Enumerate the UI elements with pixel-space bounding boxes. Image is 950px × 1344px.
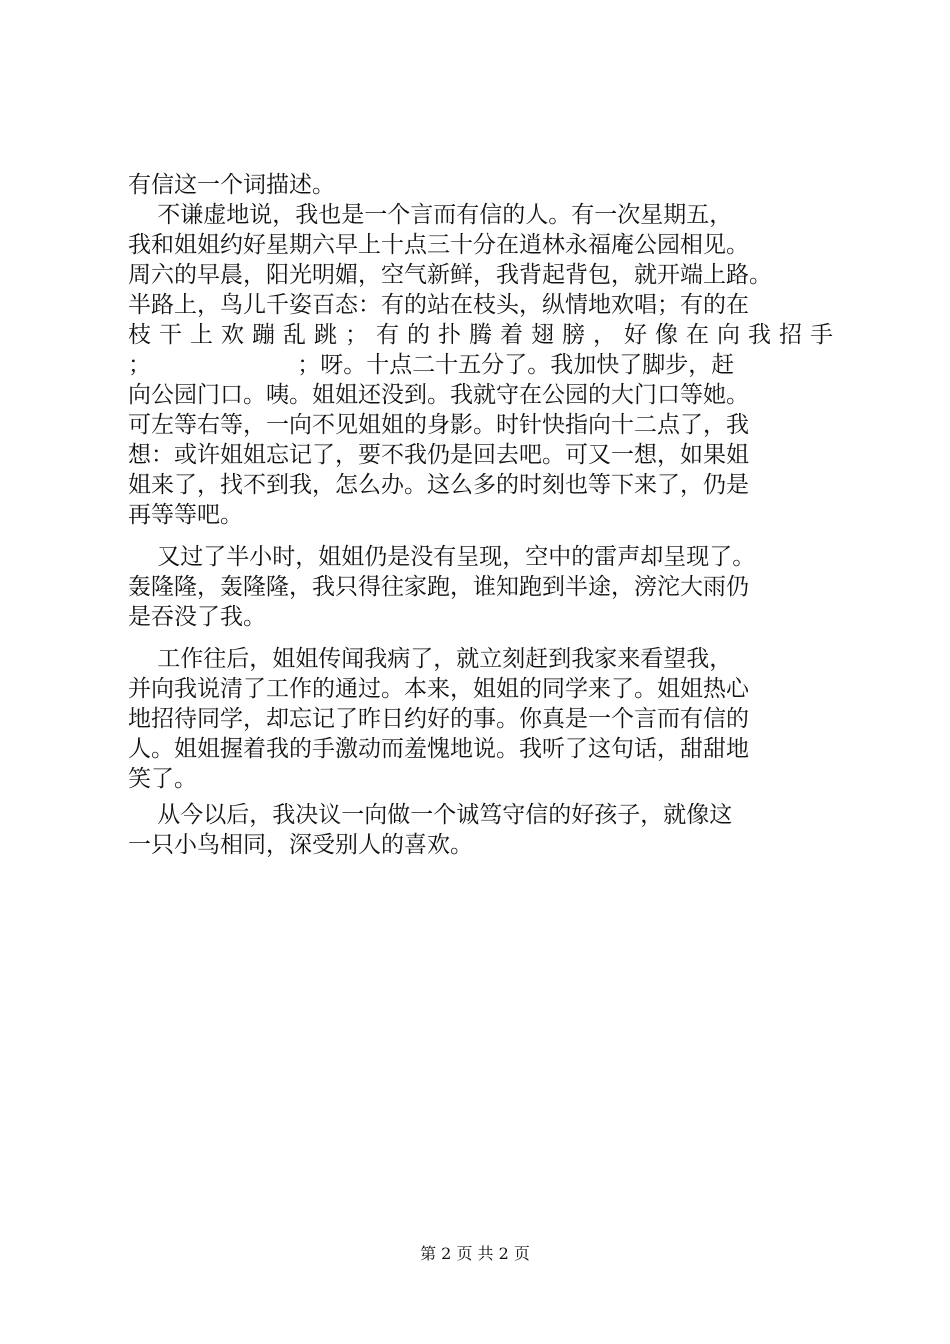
text-line: 是吞没了我。	[128, 604, 266, 630]
text-line: 想：或许姐姐忘记了，要不我仍是回去吧。可又一想，如果姐	[128, 442, 749, 468]
text-line: 枝干上欢蹦乱跳；有的扑腾着翅膀，好像在向我招手	[128, 322, 833, 348]
text-line: 周六的早晨，阳光明媚，空气新鲜，我背起背包，就开端上路。	[128, 262, 772, 288]
text-line: 可左等右等，一向不见姐姐的身影。时针快指向十二点了，我	[128, 412, 749, 438]
text-line: 我和姐姐约好星期六早上十点三十分在逍林永福庵公园相见。	[128, 232, 749, 258]
text-line: 不谦虚地说，我也是一个言而有信的人。有一次星期五，	[128, 202, 733, 228]
text-line: 有信这一个词描述。	[128, 172, 335, 198]
text-line: 姐来了，找不到我，怎么办。这么多的时刻也等下来了，仍是	[128, 472, 749, 498]
page-number-footer: 第 2 页 共 2 页	[420, 1244, 530, 1263]
text-line: 又过了半小时，姐姐仍是没有呈现，空中的雷声却呈现了。	[128, 544, 756, 570]
text-line: 笑了。	[128, 766, 197, 792]
text-line: 再等等吧。	[128, 502, 243, 528]
text-line: 向公园门口。咦。姐姐还没到。我就守在公园的大门口等她。	[128, 382, 749, 408]
text-line: 工作往后，姐姐传闻我病了，就立刻赶到我家来看望我，	[128, 646, 733, 672]
text-line: 半路上，鸟儿千姿百态：有的站在枝头，纵情地欢唱；有的在	[128, 292, 749, 318]
text-line: 从今以后，我决议一向做一个诚笃守信的好孩子，就像这	[128, 802, 733, 828]
text-line: 一只小鸟相同，深受别人的喜欢。	[128, 832, 473, 858]
text-line: 人。姐姐握着我的手激动而羞愧地说。我听了这句话，甜甜地	[128, 736, 749, 762]
text-line: ； ；呀。十点二十五分了。我加快了脚步，赶	[128, 352, 735, 378]
text-line: 并向我说清了工作的通过。本来，姐姐的同学来了。姐姐热心	[128, 676, 749, 702]
text-line: 轰隆隆，轰隆隆，我只得往家跑，谁知跑到半途，滂沱大雨仍	[128, 574, 749, 600]
text-line: 地招待同学，却忘记了昨日约好的事。你真是一个言而有信的	[128, 706, 749, 732]
